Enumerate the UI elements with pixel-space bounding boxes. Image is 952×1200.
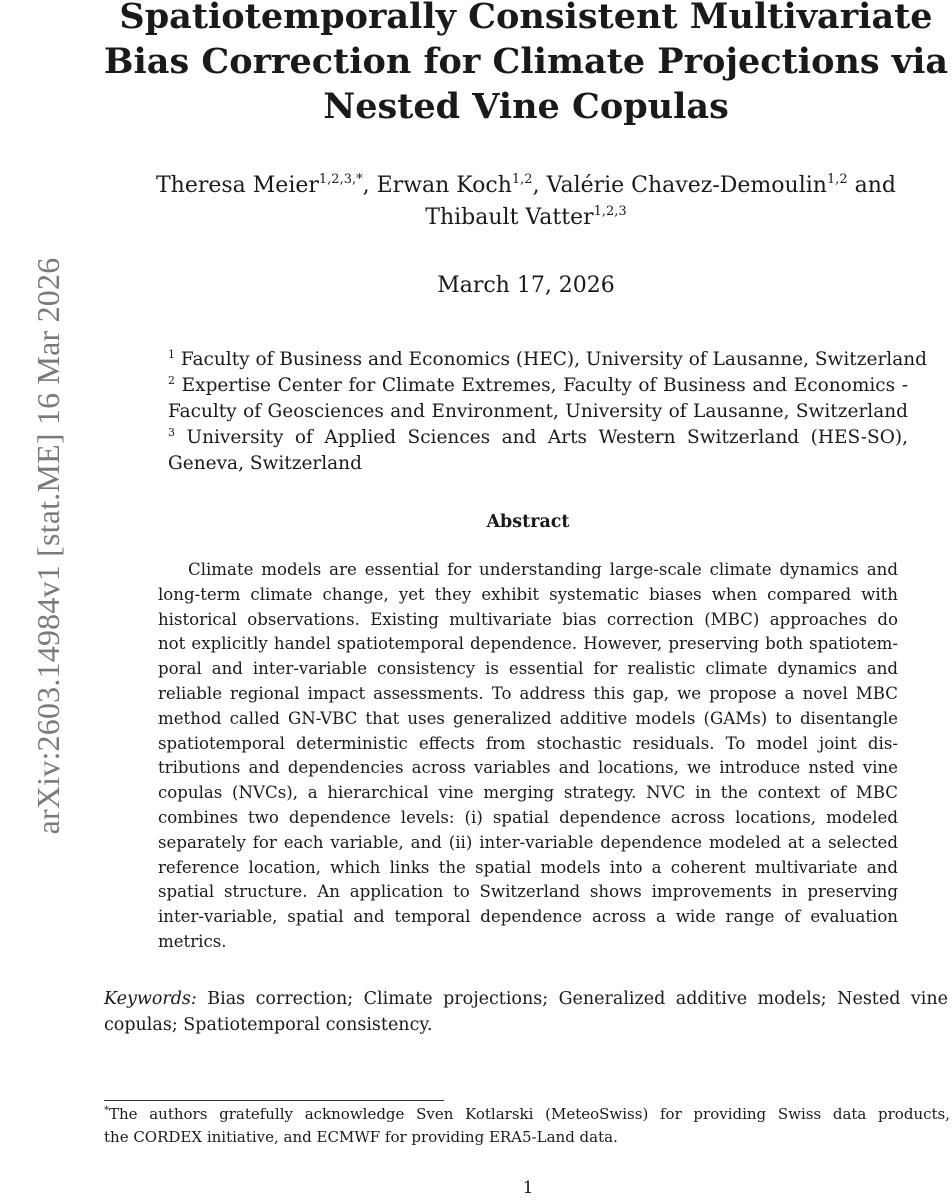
affiliation-3-cont: Geneva, Switzerland: [168, 453, 362, 474]
keywords-line-1: Keywords: Bias correction; Climate projections; Generalized additive models; Nested vine: [104, 989, 948, 1009]
author-conjunction: and: [854, 173, 897, 198]
author-name: Theresa Meier: [155, 173, 319, 198]
title-line-1: Spatiotemporally Consistent Multivariate: [119, 0, 933, 37]
arxiv-sidebar-identifier: arXiv:2603.14984v1 [stat.ME] 16 Mar 2026: [29, 257, 66, 835]
footnote-mark: *: [104, 1105, 109, 1116]
abstract-line: spatiotemporal deterministic effects from stochastic residuals. To model joint dis-: [158, 733, 898, 753]
keywords-line-2: copulas; Spatiotemporal consistency.: [104, 1015, 433, 1035]
abstract-line: inter-variable, spatial and temporal dependence across a wide range of evaluation: [158, 907, 898, 927]
footnote-line-2: the CORDEX initiative, and ECMWF for providing ERA5-Land data.: [104, 1128, 618, 1146]
page-number: 1: [522, 1178, 534, 1198]
footnote: [104, 1103, 950, 1149]
footnote-line-1: *The authors gratefully acknowledge Sven Kotlarski (MeteoSwiss) for providing Swiss data products,: [104, 1105, 950, 1123]
author-name: Valérie Chavez-Demoulin: [546, 173, 827, 198]
abstract-line: copulas (NVCs), a hierarchical vine merging strategy. NVC in the context of MBC: [158, 783, 898, 803]
author-name: Erwan Koch: [376, 173, 512, 198]
paper-title: [100, 0, 952, 129]
abstract-line: metrics.: [158, 931, 227, 951]
title-line-2: Bias Correction for Climate Projections via: [103, 41, 949, 82]
abstract-line: tributions and dependencies across variables and locations, we introduce nsted vine: [158, 758, 898, 778]
title-line-3: Nested Vine Copulas: [323, 86, 729, 127]
affiliation-2-cont: Faculty of Geosciences and Environment, University of Lausanne, Switzerland: [168, 401, 908, 422]
abstract-line: method called GN-VBC that uses generalized additive models (GAMs) to disentangle: [158, 708, 898, 728]
abstract-line: historical observations. Existing multivariate bias correction (MBC) approaches do: [158, 609, 898, 629]
paper-date: March 17, 2026: [437, 273, 615, 298]
abstract-line: spatial structure. An application to Switzerland shows improvements in preserving: [158, 882, 898, 902]
abstract-line: reference location, which links the spatial models into a coherent multivariate and: [158, 857, 898, 877]
abstract-line: reliable regional impact assessments. To address this gap, we propose a novel MBC: [158, 683, 898, 703]
author-affiliation-sup: 1,2: [826, 172, 848, 187]
author-affiliation-sup: 1,2,3,*: [318, 172, 363, 187]
author-affiliation-sup: 1,2,3: [593, 204, 627, 219]
affiliation-2: $^2$ Expertise Center for Climate Extremes, Faculty of Business and Economics -: [168, 374, 908, 396]
abstract-line: separately for each variable, and (ii) inter-variable dependence modeled at a selected: [158, 832, 898, 852]
affiliations-block: [168, 347, 927, 477]
abstract-line: not explicitly handel spatiotemporal dependence. However, preserving both spatiotem-: [158, 634, 898, 654]
author-affiliation-sup: 1,2: [511, 172, 533, 187]
author-line-1: Theresa Meier$^{1,2,3,*}$, Erwan Koch$^{1,2}$, Valérie Chavez-Demoulin$^{1,2}$ and: [155, 172, 897, 198]
abstract-line: poral and inter-variable consistency is essential for realistic climate dynamics and: [158, 659, 898, 679]
abstract-line: Climate models are essential for understanding large-scale climate dynamics and: [188, 560, 898, 579]
keywords-block: [104, 986, 948, 1038]
author-name: Thibault Vatter: [425, 205, 594, 230]
affiliation-3: $^3$ University of Applied Sciences and Arts Western Switzerland (HES-SO),: [168, 426, 908, 448]
abstract-line: long-term climate change, yet they exhibit systematic biases when compared with: [158, 584, 898, 604]
author-line-2: [100, 202, 952, 234]
abstract-body: [158, 558, 898, 955]
abstract-heading: Abstract: [486, 512, 570, 532]
affiliation-1: $^1$ Faculty of Business and Economics (HEC), University of Lausanne, Switzerland: [168, 348, 927, 370]
author-list: [100, 170, 952, 234]
keywords-label: Keywords:: [104, 989, 197, 1009]
footnote-rule: [104, 1100, 444, 1101]
abstract-line: combines two dependence levels: (i) spatial dependence across locations, modeled: [158, 807, 898, 827]
